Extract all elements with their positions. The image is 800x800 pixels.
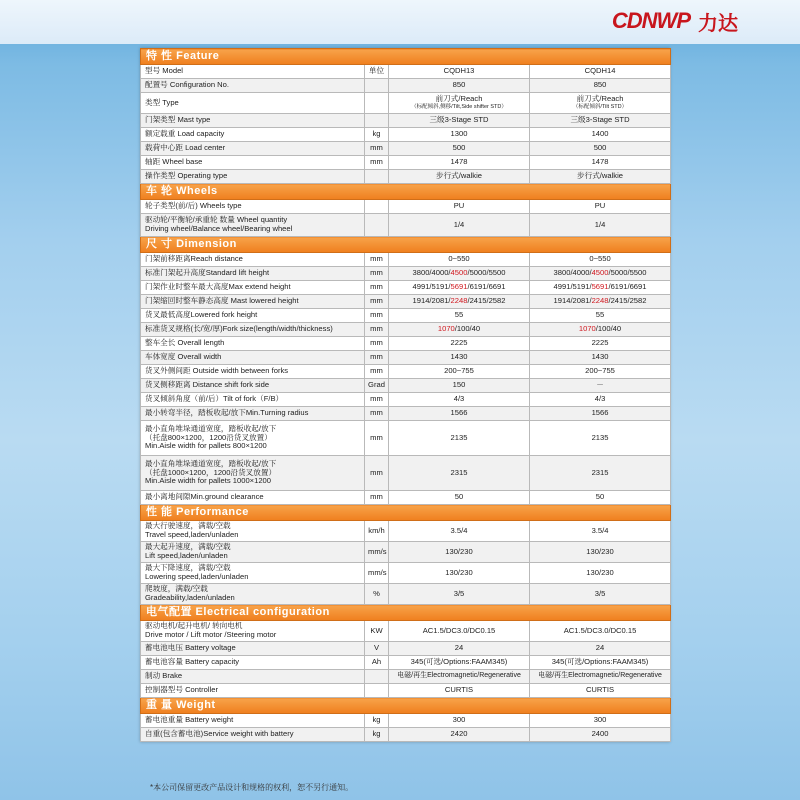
spec-name: 门架类型 Mast type bbox=[141, 114, 365, 128]
row-aisle-800 bbox=[141, 421, 671, 456]
spec-value-a: CURTIS bbox=[389, 684, 530, 698]
row-tilt bbox=[141, 393, 671, 407]
row-aisle-1000 bbox=[141, 456, 671, 491]
spec-value-b: － bbox=[530, 379, 671, 393]
spec-name: 货叉侧移距离 Distance shift fork side bbox=[141, 379, 365, 393]
spec-name bbox=[141, 456, 365, 491]
spec-value-a: 电磁/再生Electromagnetic/Regenerative bbox=[389, 670, 530, 684]
spec-value-b: 55 bbox=[530, 309, 671, 323]
spec-value-b: 130/230 bbox=[530, 542, 671, 563]
spec-unit: V bbox=[365, 642, 389, 656]
value-part: /6191/6691 bbox=[467, 282, 506, 292]
value-part: 3800/4000/ bbox=[412, 268, 451, 278]
spec-name-line: 最大起升速度，满载/空载 bbox=[145, 542, 231, 552]
value-highlight: 2248 bbox=[591, 296, 609, 306]
spec-name-line: Travel speed,laden/unladen bbox=[145, 530, 239, 539]
spec-name: 门架前移距离Reach distance bbox=[141, 253, 365, 267]
spec-name: 货叉外侧间距 Outside width between forks bbox=[141, 365, 365, 379]
spec-name-line: （托盘1000×1200，1200沿货叉放置） bbox=[145, 467, 277, 477]
row-ground-clearance bbox=[141, 491, 671, 505]
spec-value-b: CURTIS bbox=[530, 684, 671, 698]
spec-value-b: 1566 bbox=[530, 407, 671, 421]
spec-name bbox=[141, 521, 365, 542]
spec-value-b: 1430 bbox=[530, 351, 671, 365]
value-part: 4991/5191/ bbox=[553, 282, 592, 292]
spec-value-a: 0~550 bbox=[389, 253, 530, 267]
spec-value-b: 2225 bbox=[530, 337, 671, 351]
value-part: 1914/2081/ bbox=[553, 296, 592, 306]
spec-unit: mm bbox=[365, 281, 389, 295]
row-load-center bbox=[141, 142, 671, 156]
spec-name bbox=[141, 542, 365, 563]
spec-name bbox=[141, 563, 365, 584]
spec-value-b: CQDH14 bbox=[530, 65, 671, 79]
spec-unit bbox=[365, 670, 389, 684]
spec-unit: mm bbox=[365, 351, 389, 365]
value-highlight: 5691 bbox=[450, 282, 468, 292]
spec-name: 整车全长 Overall length bbox=[141, 337, 365, 351]
spec-unit: KW bbox=[365, 621, 389, 642]
spec-value-a: 1/4 bbox=[389, 214, 530, 237]
value-part: /100/40 bbox=[595, 324, 622, 334]
spec-unit bbox=[365, 684, 389, 698]
value-part: /2415/2582 bbox=[608, 296, 647, 306]
spec-value-a bbox=[389, 93, 530, 114]
row-lowered-height bbox=[141, 295, 671, 309]
row-lift-height bbox=[141, 267, 671, 281]
section-dimension bbox=[141, 237, 671, 253]
row-wheels-type bbox=[141, 200, 671, 214]
spec-value-a: 150 bbox=[389, 379, 530, 393]
spec-name: 制动 Brake bbox=[141, 670, 365, 684]
spec-name-line: Gradeability,laden/unladen bbox=[145, 593, 235, 602]
spec-value-a: 1478 bbox=[389, 156, 530, 170]
spec-value-a: 1430 bbox=[389, 351, 530, 365]
row-model bbox=[141, 65, 671, 79]
spec-name-line: 最小直角堆垛通道宽度，踏板收起/放下 bbox=[145, 424, 277, 434]
spec-value-a: 3/5 bbox=[389, 584, 530, 605]
spec-value-b: PU bbox=[530, 200, 671, 214]
spec-unit bbox=[365, 200, 389, 214]
row-type bbox=[141, 93, 671, 114]
spec-unit: mm bbox=[365, 491, 389, 505]
spec-value-a bbox=[389, 281, 530, 295]
brand-mark: CDNWP bbox=[611, 8, 690, 33]
row-brake bbox=[141, 670, 671, 684]
spec-value-a: 24 bbox=[389, 642, 530, 656]
spec-value-a: 4/3 bbox=[389, 393, 530, 407]
spec-value-a: 850 bbox=[389, 79, 530, 93]
spec-name-line: （托盘800×1200，1200沿货叉放置） bbox=[145, 432, 272, 442]
spec-name bbox=[141, 421, 365, 456]
spec-unit: mm/s bbox=[365, 542, 389, 563]
spec-value-b: 4/3 bbox=[530, 393, 671, 407]
spec-name-line: Lift speed,laden/unladen bbox=[145, 551, 228, 560]
row-battery-weight bbox=[141, 714, 671, 728]
spec-name: 门架作业时整车最大高度Max extend height bbox=[141, 281, 365, 295]
spec-value-a: 50 bbox=[389, 491, 530, 505]
section-title: 电气配置 Electrical configuration bbox=[141, 605, 671, 621]
section-title: 特 性 Feature bbox=[141, 49, 671, 65]
spec-name-line: 爬坡度，满载/空载 bbox=[145, 584, 208, 594]
spec-value-b: 24 bbox=[530, 642, 671, 656]
row-shift bbox=[141, 379, 671, 393]
spec-value-b: 345(可选/Options:FAAM345) bbox=[530, 656, 671, 670]
row-capacity bbox=[141, 128, 671, 142]
spec-name: 货叉倾斜角度（前/后）Tilt of fork（F/B） bbox=[141, 393, 365, 407]
section-performance bbox=[141, 505, 671, 521]
spec-unit: mm bbox=[365, 142, 389, 156]
row-operating-type bbox=[141, 170, 671, 184]
spec-unit: mm bbox=[365, 456, 389, 491]
spec-value-a: 500 bbox=[389, 142, 530, 156]
row-turning-radius bbox=[141, 407, 671, 421]
row-outside-width bbox=[141, 365, 671, 379]
spec-name bbox=[141, 584, 365, 605]
row-lowered-fork bbox=[141, 309, 671, 323]
spec-value-b bbox=[530, 281, 671, 295]
spec-name: 车体宽度 Overall width bbox=[141, 351, 365, 365]
spec-value-a: 2420 bbox=[389, 728, 530, 742]
spec-name: 轮子类型(前/后) Wheels type bbox=[141, 200, 365, 214]
spec-name bbox=[141, 621, 365, 642]
spec-unit: mm bbox=[365, 393, 389, 407]
footnote: *本公司保留更改产品设计和规格的权利，恕不另行通知。 bbox=[150, 783, 354, 792]
spec-unit: 单位 bbox=[365, 65, 389, 79]
type-sub: （标配倾斜,侧移/Tilt,Side shifter STD） bbox=[411, 104, 507, 111]
spec-value-a: 3.5/4 bbox=[389, 521, 530, 542]
spec-value-b: 850 bbox=[530, 79, 671, 93]
spec-value-a: 步行式/walkie bbox=[389, 170, 530, 184]
row-wheel-quantity bbox=[141, 214, 671, 237]
section-electrical bbox=[141, 605, 671, 621]
row-extend-height bbox=[141, 281, 671, 295]
value-part: /100/40 bbox=[454, 324, 481, 334]
spec-name: 配置号 Configuration No. bbox=[141, 79, 365, 93]
spec-table bbox=[140, 48, 671, 742]
spec-value-a bbox=[389, 323, 530, 337]
spec-unit bbox=[365, 93, 389, 114]
row-travel-speed bbox=[141, 521, 671, 542]
spec-name: 控制器型号 Controller bbox=[141, 684, 365, 698]
spec-value-a: 三级3-Stage STD bbox=[389, 114, 530, 128]
spec-value-a: AC1.5/DC3.0/DC0.15 bbox=[389, 621, 530, 642]
spec-name: 标准门架起升高度Standard lift height bbox=[141, 267, 365, 281]
spec-value-b: 0~550 bbox=[530, 253, 671, 267]
spec-unit: mm bbox=[365, 365, 389, 379]
spec-value-a: CQDH13 bbox=[389, 65, 530, 79]
spec-value-b: 电磁/再生Electromagnetic/Regenerative bbox=[530, 670, 671, 684]
value-highlight: 2248 bbox=[450, 296, 468, 306]
spec-name-line: Lowering speed,laden/unladen bbox=[145, 572, 249, 581]
row-lift-speed bbox=[141, 542, 671, 563]
row-overall-width bbox=[141, 351, 671, 365]
spec-value-a: 1566 bbox=[389, 407, 530, 421]
row-battery-voltage bbox=[141, 642, 671, 656]
spec-value-a: 2225 bbox=[389, 337, 530, 351]
spec-name: 载荷中心距 Load center bbox=[141, 142, 365, 156]
spec-value-a: PU bbox=[389, 200, 530, 214]
spec-name: 最小转弯半径，踏板收起/放下Min.Turning radius bbox=[141, 407, 365, 421]
spec-name-line: 最小直角堆垛通道宽度，踏板收起/放下 bbox=[145, 459, 277, 469]
value-part: /5000/5500 bbox=[608, 268, 647, 278]
spec-name: 门架缩回时整车静态高度 Mast lowered height bbox=[141, 295, 365, 309]
section-title: 尺 寸 Dimension bbox=[141, 237, 671, 253]
value-part: /2415/2582 bbox=[467, 296, 506, 306]
spec-name: 最小离地间隙Min.ground clearance bbox=[141, 491, 365, 505]
value-part: 4991/5191/ bbox=[412, 282, 451, 292]
spec-name-line: Drive motor / Lift motor /Steering motor bbox=[145, 630, 277, 639]
value-part: 3800/4000/ bbox=[553, 268, 592, 278]
spec-name-line: 最大下降速度，满载/空载 bbox=[145, 563, 231, 573]
spec-name: 型号 Model bbox=[141, 65, 365, 79]
spec-value-a bbox=[389, 267, 530, 281]
spec-unit: mm bbox=[365, 323, 389, 337]
spec-name: 货叉最低高度Lowered fork height bbox=[141, 309, 365, 323]
section-title: 车 轮 Wheels bbox=[141, 184, 671, 200]
section-wheels bbox=[141, 184, 671, 200]
spec-unit: kg bbox=[365, 714, 389, 728]
spec-unit: mm bbox=[365, 309, 389, 323]
spec-unit: km/h bbox=[365, 521, 389, 542]
spec-value-b: 三级3-Stage STD bbox=[530, 114, 671, 128]
spec-unit: mm bbox=[365, 295, 389, 309]
spec-value-b: 1/4 bbox=[530, 214, 671, 237]
spec-name-cn: 驱动轮/平衡轮/承重轮 数量 Wheel quantity bbox=[145, 215, 288, 225]
section-title: 重 量 Weight bbox=[141, 698, 671, 714]
spec-unit: mm bbox=[365, 337, 389, 351]
spec-value-a: 345(可选/Options:FAAM345) bbox=[389, 656, 530, 670]
value-highlight: 4500 bbox=[591, 268, 609, 278]
spec-value-b: 130/230 bbox=[530, 563, 671, 584]
section-title: 性 能 Performance bbox=[141, 505, 671, 521]
value-part: /6191/6691 bbox=[608, 282, 647, 292]
spec-value-a: 2315 bbox=[389, 456, 530, 491]
spec-name: 操作类型 Operating type bbox=[141, 170, 365, 184]
value-part: /5000/5500 bbox=[467, 268, 506, 278]
spec-name: 蓄电池重量 Battery weight bbox=[141, 714, 365, 728]
spec-value-a: 200~755 bbox=[389, 365, 530, 379]
spec-unit: mm bbox=[365, 267, 389, 281]
spec-unit bbox=[365, 79, 389, 93]
row-lowering-speed bbox=[141, 563, 671, 584]
row-service-weight bbox=[141, 728, 671, 742]
spec-name-line: Min.Aisle width for pallets 1000×1200 bbox=[145, 476, 272, 486]
value-highlight: 5691 bbox=[591, 282, 609, 292]
row-motor bbox=[141, 621, 671, 642]
spec-name: 类型 Type bbox=[141, 93, 365, 114]
spec-value-a: 130/230 bbox=[389, 563, 530, 584]
spec-value-a bbox=[389, 295, 530, 309]
spec-unit: mm bbox=[365, 253, 389, 267]
spec-value-b: 步行式/walkie bbox=[530, 170, 671, 184]
type-main: 前刀式/Reach bbox=[435, 94, 483, 104]
spec-name: 标准货叉规格(长/宽/厚)Fork size(length/width/thickness) bbox=[141, 323, 365, 337]
spec-sheet bbox=[140, 48, 670, 742]
spec-value-a: 1300 bbox=[389, 128, 530, 142]
row-overall-length bbox=[141, 337, 671, 351]
spec-unit: kg bbox=[365, 128, 389, 142]
row-fork-size bbox=[141, 323, 671, 337]
row-gradeability bbox=[141, 584, 671, 605]
spec-name: 自重(包含蓄电池)Service weight with battery bbox=[141, 728, 365, 742]
spec-value-b: 2135 bbox=[530, 421, 671, 456]
spec-unit: % bbox=[365, 584, 389, 605]
spec-value-a: 2135 bbox=[389, 421, 530, 456]
row-mast bbox=[141, 114, 671, 128]
row-wheel-base bbox=[141, 156, 671, 170]
value-highlight: 1070 bbox=[437, 324, 455, 334]
spec-name-en: Driving wheel/Balance wheel/Bearing wheel bbox=[145, 224, 293, 233]
value-highlight: 4500 bbox=[450, 268, 468, 278]
spec-value-b: 500 bbox=[530, 142, 671, 156]
spec-value-b bbox=[530, 267, 671, 281]
spec-value-b: 50 bbox=[530, 491, 671, 505]
spec-name bbox=[141, 214, 365, 237]
spec-value-b: 200~755 bbox=[530, 365, 671, 379]
spec-unit: mm bbox=[365, 156, 389, 170]
spec-name: 蓄电池电压 Battery voltage bbox=[141, 642, 365, 656]
spec-name-line: Min.Aisle width for pallets 800×1200 bbox=[145, 441, 267, 451]
spec-name-line: 驱动电机/起升电机/ 转向电机 bbox=[145, 621, 243, 631]
row-controller bbox=[141, 684, 671, 698]
spec-unit: kg bbox=[365, 728, 389, 742]
spec-value-b bbox=[530, 93, 671, 114]
spec-unit: Grad bbox=[365, 379, 389, 393]
spec-unit: Ah bbox=[365, 656, 389, 670]
spec-value-b bbox=[530, 323, 671, 337]
spec-value-b: 300 bbox=[530, 714, 671, 728]
type-main: 前刀式/Reach bbox=[576, 94, 624, 104]
spec-unit: mm bbox=[365, 421, 389, 456]
brand-logo bbox=[612, 8, 738, 34]
spec-unit bbox=[365, 114, 389, 128]
spec-unit: mm bbox=[365, 407, 389, 421]
spec-value-b: 3/5 bbox=[530, 584, 671, 605]
row-reach bbox=[141, 253, 671, 267]
spec-unit: mm/s bbox=[365, 563, 389, 584]
section-feature bbox=[141, 49, 671, 65]
type-sub: （标配倾斜/Tilt STD） bbox=[572, 104, 628, 111]
row-config bbox=[141, 79, 671, 93]
spec-name: 额定载重 Load capacity bbox=[141, 128, 365, 142]
spec-value-b: 1400 bbox=[530, 128, 671, 142]
brand-cn-name: 力达 bbox=[698, 10, 738, 35]
value-highlight: 1070 bbox=[578, 324, 596, 334]
section-weight bbox=[141, 698, 671, 714]
value-part: 1914/2081/ bbox=[412, 296, 451, 306]
spec-value-a: 130/230 bbox=[389, 542, 530, 563]
spec-value-a: 55 bbox=[389, 309, 530, 323]
spec-name-line: 最大行驶速度，满载/空载 bbox=[145, 521, 231, 531]
spec-name: 蓄电池容量 Battery capacity bbox=[141, 656, 365, 670]
spec-unit bbox=[365, 214, 389, 237]
spec-unit bbox=[365, 170, 389, 184]
spec-value-b: AC1.5/DC3.0/DC0.15 bbox=[530, 621, 671, 642]
spec-value-a: 300 bbox=[389, 714, 530, 728]
spec-value-b: 2315 bbox=[530, 456, 671, 491]
spec-value-b: 1478 bbox=[530, 156, 671, 170]
row-battery-capacity bbox=[141, 656, 671, 670]
spec-value-b: 3.5/4 bbox=[530, 521, 671, 542]
spec-value-b bbox=[530, 295, 671, 309]
spec-value-b: 2400 bbox=[530, 728, 671, 742]
spec-name: 轴距 Wheel base bbox=[141, 156, 365, 170]
